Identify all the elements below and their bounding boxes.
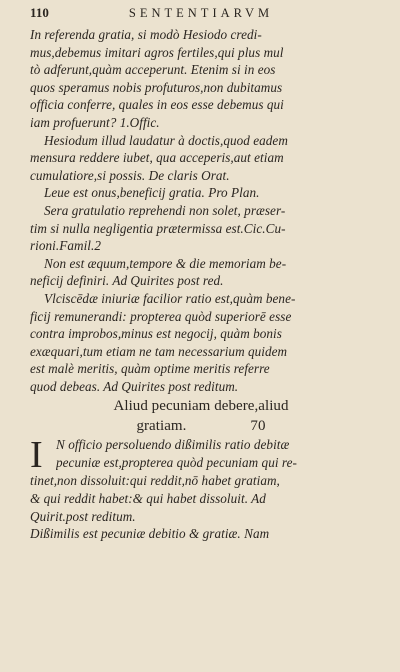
page-header: [30, 4, 372, 26]
section-heading-line2: [30, 416, 372, 436]
text-line: Dißimilis est pecuniæ debitio & gratiæ. Nam: [30, 526, 270, 542]
text-line: mus,debemus imitari agros fertiles,qui plus mul: [30, 44, 284, 60]
text-line: quod debeas. Ad Quirites post reditum.: [30, 378, 239, 394]
text-line: Hesiodum illud laudatur à doctis,quod eadem: [44, 132, 288, 148]
initial-paragraph: [30, 434, 372, 477]
text-line: In referenda gratia, si modò Hesiodo credi-: [30, 27, 262, 42]
paragraph-block-2: [30, 472, 372, 542]
text-line: rioni.Famil.2: [30, 238, 101, 254]
page-number: 110: [30, 5, 49, 20]
text-block: [30, 4, 372, 543]
text-line: tinet,non dissoluit:qui reddit,nō habet gratiam,: [30, 473, 280, 489]
text-line: pecuniæ est,propterea quòd pecuniam qui re-: [56, 455, 297, 471]
text-line: tim si nulla negligentia prætermissa est.Cic.Cu-: [30, 220, 286, 236]
section-heading: Aliud pecuniam debere,aliud: [113, 398, 289, 415]
text-line: contra improbos,minus est negocij, quàm bonis: [30, 326, 282, 342]
text-line: Non est æquum,tempore & die memoriam be-: [44, 255, 287, 271]
text-line: N officio persoluendo dißimilis ratio debitæ: [56, 437, 290, 453]
text-line: & qui reddit habet:& qui habet dissoluit. Ad: [30, 491, 266, 507]
text-line: officia conferre, quales in eos esse debemus qui: [30, 97, 284, 113]
text-line: est malè meritis, quàm optime meritis referre: [30, 361, 270, 377]
text-line: Vlciscēdæ iniuriæ facilior ratio est,quàm bene-: [44, 290, 296, 306]
text-line: exæquari,tum etiam ne tam necessarium quidem: [30, 343, 288, 359]
running-head: SENTENTIARVM: [128, 6, 274, 20]
text-line: Sera gratulatio reprehendi non solet, præser-: [44, 202, 286, 218]
text-line: iam profuerunt? 1.Offic.: [30, 114, 160, 130]
text-line: cumulatiore,si possis. De claris Orat.: [30, 167, 230, 183]
section-heading-word: gratiam.: [136, 418, 187, 435]
drop-cap-lines: [56, 436, 372, 472]
text-line: Leue est onus,beneficij gratia. Pro Plan.: [44, 185, 260, 201]
section-number: 70: [250, 418, 266, 435]
drop-cap: I: [30, 434, 43, 477]
text-line: ficij remunerandi: propterea quòd superiorē esse: [30, 308, 292, 324]
text-line: neficij definiri. Ad Quirites post red.: [30, 273, 224, 289]
paragraph-block-1: [30, 26, 372, 395]
text-line: quos speramus nobis profuturos,non dubitamus: [30, 79, 283, 95]
text-line: tò adferunt,quàm acceperunt. Etenim si in eos: [30, 62, 276, 78]
text-line: Quirit.post reditum.: [30, 508, 136, 524]
text-line: mensura reddere iubet, qua acceperis,aut etiam: [30, 150, 284, 166]
